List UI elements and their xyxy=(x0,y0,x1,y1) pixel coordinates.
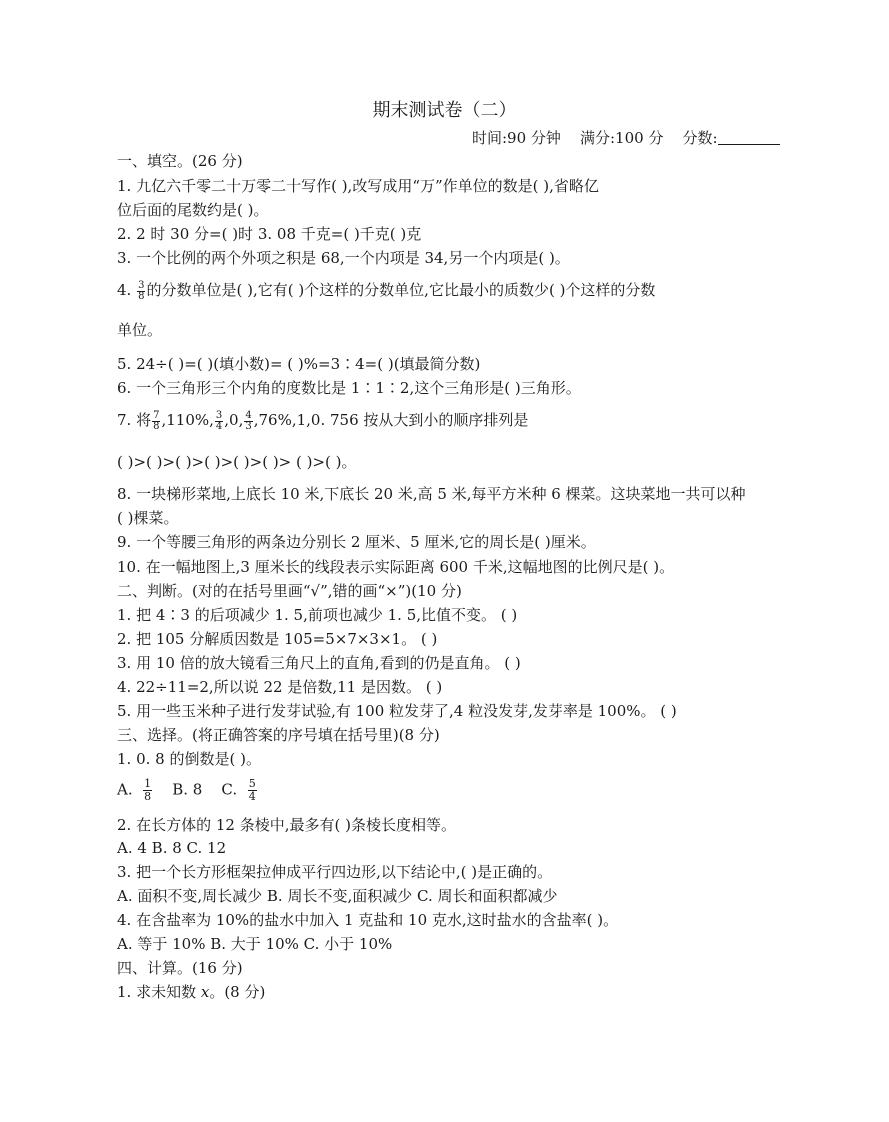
variable-x: x xyxy=(200,983,210,1001)
fraction xyxy=(215,411,223,432)
choice-q3: 3. 把一个长方形框架拉伸成平行四边形,以下结论中,( )是正确的。 xyxy=(117,863,553,881)
page-title: 期末测试卷（二） xyxy=(372,100,517,121)
q4-line-1 xyxy=(117,280,655,302)
denominator: 8 xyxy=(138,290,145,302)
fraction xyxy=(248,778,257,803)
choice-q1: 1. 0. 8 的倒数是( )。 xyxy=(117,750,261,768)
q7-line-1 xyxy=(117,410,528,432)
fraction xyxy=(137,281,145,302)
option-a-label: A. xyxy=(117,780,133,799)
choice-q2: 2. 在长方体的 12 条棱中,最多有( )条棱长度相等。 xyxy=(117,816,456,834)
score-blank[interactable] xyxy=(718,129,780,145)
option-b: B. 8 xyxy=(172,780,203,799)
section-3-heading: 三、选择。(将正确答案的序号填在括号里)(8 分) xyxy=(117,726,440,744)
q5: 5. 24÷( )=( )(填小数)= ( )%=3∶4=( )(填最简分数) xyxy=(117,355,481,373)
q8-line-2: ( )棵菜。 xyxy=(117,509,179,527)
fraction xyxy=(244,411,252,432)
q7-text: ,76%,1,0. 756 按从大到小的顺序排列是 xyxy=(253,411,529,429)
q1-line-1: 1. 九亿六千零二十万零二十写作( ),改写成用“万”作单位的数是( ),省略亿 xyxy=(117,177,599,195)
q7-prefix: 7. 将 xyxy=(117,411,152,429)
full-score: 满分:100 分 xyxy=(580,129,664,147)
q7-line-2: ( )>( )>( )>( )>( )>( )> ( )>( )。 xyxy=(117,453,357,471)
judge-q1: 1. 把 4∶3 的后项减少 1. 5,前项也减少 1. 5,比值不变。 ( ) xyxy=(117,606,518,624)
q7-text: ,110%, xyxy=(161,411,214,429)
q8-line-1: 8. 一块梯形菜地,上底长 10 米,下底长 20 米,高 5 米,每平方米种 6 棵菜。这块菜地一共可以种 xyxy=(117,485,746,503)
q4-line-2: 单位。 xyxy=(117,321,163,339)
denominator: 8 xyxy=(153,420,160,432)
judge-q5: 5. 用一些玉米种子进行发芽试验,有 100 粒发芽了,4 粒没发芽,发芽率是 100%。 ( ) xyxy=(117,702,677,720)
section-4-heading: 四、计算。(16 分) xyxy=(117,959,243,977)
choice-q1-options xyxy=(117,778,258,803)
numerator: 5 xyxy=(248,777,256,790)
q6: 6. 一个三角形三个内角的度数比是 1∶1∶2,这个三角形是( )三角形。 xyxy=(117,379,581,397)
q3: 3. 一个比例的两个外项之积是 68,一个内项是 34,另一个内项是( )。 xyxy=(117,249,570,267)
denominator: 4 xyxy=(248,790,256,803)
choice-q2-options: A. 4 B. 8 C. 12 xyxy=(117,839,227,857)
judge-q2: 2. 把 105 分解质因数是 105=5×7×3×1。 ( ) xyxy=(117,630,438,648)
option-c-label: C. xyxy=(221,780,238,799)
judge-q3: 3. 用 10 倍的放大镜看三角尺上的直角,看到的仍是直角。 ( ) xyxy=(117,654,521,672)
section-1-heading: 一、填空。(26 分) xyxy=(117,152,243,170)
q7-text: ,0, xyxy=(224,411,244,429)
numerator: 3 xyxy=(138,279,145,291)
calc-q1 xyxy=(117,982,265,1002)
numerator: 4 xyxy=(245,409,252,421)
choice-q3-options: A. 面积不变,周长减少 B. 周长不变,面积减少 C. 周长和面积都减少 xyxy=(117,887,558,905)
denominator: 3 xyxy=(245,420,252,432)
denominator: 8 xyxy=(144,790,152,803)
choice-q4: 4. 在含盐率为 10%的盐水中加入 1 克盐和 10 克水,这时盐水的含盐率( )。 xyxy=(117,911,619,929)
numerator: 1 xyxy=(144,777,152,790)
numerator: 3 xyxy=(215,409,223,421)
score-label: 分数: xyxy=(682,129,718,147)
calc-q1-text: 1. 求未知数 xyxy=(117,983,201,1001)
exam-meta xyxy=(472,128,780,148)
q2: 2. 2 时 30 分=( )时 3. 08 千克=( )千克( )克 xyxy=(117,225,422,243)
q1-line-2: 位后面的尾数约是( )。 xyxy=(117,201,269,219)
q10: 10. 在一幅地图上,3 厘米长的线段表示实际距离 600 千米,这幅地图的比例尺是( )。 xyxy=(117,558,675,576)
section-2-heading: 二、判断。(对的在括号里画“√”,错的画“×”)(10 分) xyxy=(117,582,462,600)
denominator: 4 xyxy=(215,420,223,432)
judge-q4: 4. 22÷11=2,所以说 22 是倍数,11 是因数。 ( ) xyxy=(117,678,443,696)
choice-q4-options: A. 等于 10% B. 大于 10% C. 小于 10% xyxy=(117,935,393,953)
time-limit: 时间:90 分钟 xyxy=(472,129,561,147)
fraction xyxy=(152,411,160,432)
q9: 9. 一个等腰三角形的两条边分别长 2 厘米、5 厘米,它的周长是( )厘米。 xyxy=(117,533,596,551)
q4-number: 4. xyxy=(117,281,132,299)
numerator: 7 xyxy=(153,409,160,421)
calc-q1-points: 。(8 分) xyxy=(209,983,266,1001)
q4-text: 的分数单位是( ),它有( )个这样的分数单位,它比最小的质数少( )个这样的分数 xyxy=(146,281,656,299)
fraction xyxy=(143,778,152,803)
